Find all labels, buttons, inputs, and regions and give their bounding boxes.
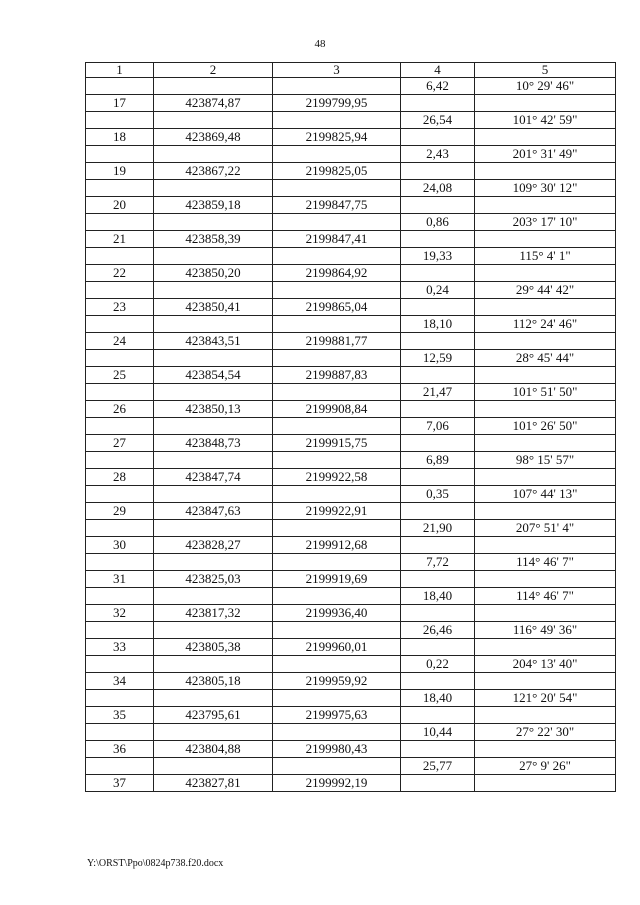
point-number-cell: 17 [86,95,154,112]
distance-cell [401,231,475,248]
x-coordinate-cell [154,214,273,231]
bearing-cell: 27° 9' 26" [475,758,616,775]
x-coordinate-cell [154,554,273,571]
x-coordinate-cell [154,520,273,537]
bearing-cell [475,129,616,146]
distance-cell: 10,44 [401,724,475,741]
bearing-cell [475,299,616,316]
x-coordinate-cell: 423850,20 [154,265,273,282]
y-coordinate-cell: 2199922,91 [273,503,401,520]
point-number-cell [86,180,154,197]
distance-cell: 0,35 [401,486,475,503]
distance-cell: 19,33 [401,248,475,265]
y-coordinate-cell: 2199908,84 [273,401,401,418]
point-number-cell [86,622,154,639]
distance-cell [401,163,475,180]
point-number-cell [86,384,154,401]
table-row [86,316,616,333]
distance-cell [401,401,475,418]
y-coordinate-cell: 2199975,63 [273,707,401,724]
point-number-cell: 33 [86,639,154,656]
point-number-cell: 26 [86,401,154,418]
distance-cell [401,571,475,588]
bearing-cell [475,503,616,520]
point-number-cell [86,418,154,435]
table-row [86,299,616,316]
table-row [86,367,616,384]
x-coordinate-cell: 423828,27 [154,537,273,554]
point-number-cell [86,724,154,741]
bearing-cell [475,333,616,350]
bearing-cell [475,537,616,554]
bearing-cell: 98° 15' 57" [475,452,616,469]
table-row [86,248,616,265]
y-coordinate-cell: 2199922,58 [273,469,401,486]
point-number-cell [86,214,154,231]
point-number-cell: 19 [86,163,154,180]
point-number-cell [86,656,154,673]
x-coordinate-cell: 423805,38 [154,639,273,656]
x-coordinate-cell: 423858,39 [154,231,273,248]
y-coordinate-cell [273,112,401,129]
point-number-cell: 27 [86,435,154,452]
y-coordinate-cell [273,724,401,741]
table-row [86,503,616,520]
distance-cell: 12,59 [401,350,475,367]
distance-cell [401,299,475,316]
y-coordinate-cell: 2199960,01 [273,639,401,656]
y-coordinate-cell: 2199936,40 [273,605,401,622]
point-number-cell [86,690,154,707]
bearing-cell: 114° 46' 7" [475,588,616,605]
x-coordinate-cell: 423805,18 [154,673,273,690]
y-coordinate-cell [273,656,401,673]
point-number-cell [86,248,154,265]
distance-cell: 25,77 [401,758,475,775]
bearing-cell [475,707,616,724]
x-coordinate-cell: 423854,54 [154,367,273,384]
bearing-cell [475,775,616,792]
table-row [86,758,616,775]
x-coordinate-cell: 423848,73 [154,435,273,452]
point-number-cell: 20 [86,197,154,214]
x-coordinate-cell: 423850,13 [154,401,273,418]
table-row [86,95,616,112]
x-coordinate-cell [154,78,273,95]
bearing-cell: 28° 45' 44" [475,350,616,367]
x-coordinate-cell [154,588,273,605]
table-row [86,214,616,231]
y-coordinate-cell: 2199847,41 [273,231,401,248]
table-row [86,129,616,146]
column-header-1: 1 [86,63,154,78]
table-row [86,146,616,163]
x-coordinate-cell [154,316,273,333]
distance-cell [401,95,475,112]
point-number-cell [86,146,154,163]
y-coordinate-cell: 2199865,04 [273,299,401,316]
table-row [86,775,616,792]
table-row [86,78,616,95]
y-coordinate-cell: 2199825,94 [273,129,401,146]
distance-cell [401,197,475,214]
bearing-cell [475,571,616,588]
distance-cell [401,605,475,622]
bearing-cell [475,673,616,690]
x-coordinate-cell [154,248,273,265]
table-row [86,350,616,367]
point-number-cell: 25 [86,367,154,384]
point-number-cell [86,78,154,95]
x-coordinate-cell: 423817,32 [154,605,273,622]
x-coordinate-cell: 423843,51 [154,333,273,350]
table-row [86,112,616,129]
y-coordinate-cell [273,622,401,639]
y-coordinate-cell [273,282,401,299]
bearing-cell [475,741,616,758]
bearing-cell: 121° 20' 54" [475,690,616,707]
point-number-cell: 32 [86,605,154,622]
distance-cell: 18,10 [401,316,475,333]
table-row [86,163,616,180]
distance-cell [401,469,475,486]
y-coordinate-cell [273,180,401,197]
point-number-cell: 37 [86,775,154,792]
table-body [86,78,616,792]
column-header-3: 3 [273,63,401,78]
bearing-cell [475,401,616,418]
bearing-cell: 101° 26' 50" [475,418,616,435]
x-coordinate-cell: 423847,74 [154,469,273,486]
y-coordinate-cell [273,520,401,537]
bearing-cell: 112° 24' 46" [475,316,616,333]
point-number-cell: 18 [86,129,154,146]
distance-cell: 24,08 [401,180,475,197]
y-coordinate-cell: 2199847,75 [273,197,401,214]
y-coordinate-cell [273,248,401,265]
x-coordinate-cell [154,656,273,673]
table-row [86,282,616,299]
table-header-row [86,63,616,78]
bearing-cell: 27° 22' 30" [475,724,616,741]
y-coordinate-cell: 2199887,83 [273,367,401,384]
table-row [86,673,616,690]
point-number-cell [86,486,154,503]
distance-cell: 0,86 [401,214,475,231]
table-row [86,435,616,452]
y-coordinate-cell [273,758,401,775]
bearing-cell: 29° 44' 42" [475,282,616,299]
point-number-cell: 24 [86,333,154,350]
bearing-cell [475,639,616,656]
x-coordinate-cell [154,622,273,639]
y-coordinate-cell [273,214,401,231]
table-row [86,197,616,214]
y-coordinate-cell: 2199799,95 [273,95,401,112]
distance-cell: 18,40 [401,690,475,707]
distance-cell: 7,06 [401,418,475,435]
bearing-cell: 203° 17' 10" [475,214,616,231]
point-number-cell: 23 [86,299,154,316]
table-row [86,707,616,724]
distance-cell [401,367,475,384]
x-coordinate-cell [154,758,273,775]
x-coordinate-cell: 423850,41 [154,299,273,316]
bearing-cell [475,231,616,248]
y-coordinate-cell: 2199864,92 [273,265,401,282]
table-row [86,537,616,554]
x-coordinate-cell [154,418,273,435]
table-row [86,452,616,469]
y-coordinate-cell [273,554,401,571]
x-coordinate-cell: 423869,48 [154,129,273,146]
distance-cell: 21,90 [401,520,475,537]
distance-cell [401,503,475,520]
bearing-cell [475,197,616,214]
point-number-cell: 31 [86,571,154,588]
column-header-5: 5 [475,63,616,78]
point-number-cell: 29 [86,503,154,520]
distance-cell: 6,42 [401,78,475,95]
x-coordinate-cell [154,282,273,299]
table-row [86,180,616,197]
distance-cell: 26,46 [401,622,475,639]
table-row [86,401,616,418]
y-coordinate-cell [273,78,401,95]
x-coordinate-cell: 423874,87 [154,95,273,112]
y-coordinate-cell: 2199959,92 [273,673,401,690]
bearing-cell [475,469,616,486]
bearing-cell: 116° 49' 36" [475,622,616,639]
distance-cell [401,435,475,452]
footer-file-path: Y:\ORST\Ppo\0824p738.f20.docx [87,858,224,869]
distance-cell: 7,72 [401,554,475,571]
x-coordinate-cell [154,452,273,469]
x-coordinate-cell [154,690,273,707]
point-number-cell [86,112,154,129]
x-coordinate-cell [154,384,273,401]
bearing-cell [475,95,616,112]
table-row [86,656,616,673]
table-row [86,690,616,707]
point-number-cell [86,316,154,333]
table-row [86,486,616,503]
distance-cell [401,129,475,146]
table-row [86,571,616,588]
distance-cell: 2,43 [401,146,475,163]
y-coordinate-cell [273,690,401,707]
bearing-cell: 207° 51' 4" [475,520,616,537]
y-coordinate-cell [273,486,401,503]
x-coordinate-cell [154,486,273,503]
x-coordinate-cell: 423867,22 [154,163,273,180]
x-coordinate-cell: 423804,88 [154,741,273,758]
point-number-cell [86,520,154,537]
x-coordinate-cell [154,180,273,197]
x-coordinate-cell [154,112,273,129]
bearing-cell: 107° 44' 13" [475,486,616,503]
table-row [86,588,616,605]
coordinates-table [85,62,616,792]
table-row [86,724,616,741]
x-coordinate-cell [154,350,273,367]
y-coordinate-cell: 2199919,69 [273,571,401,588]
table-row [86,554,616,571]
y-coordinate-cell [273,316,401,333]
bearing-cell: 115° 4' 1" [475,248,616,265]
bearing-cell [475,163,616,180]
y-coordinate-cell [273,384,401,401]
bearing-cell: 201° 31' 49" [475,146,616,163]
bearing-cell [475,435,616,452]
x-coordinate-cell: 423847,63 [154,503,273,520]
distance-cell: 26,54 [401,112,475,129]
bearing-cell: 10° 29' 46" [475,78,616,95]
column-header-2: 2 [154,63,273,78]
distance-cell [401,707,475,724]
point-number-cell: 36 [86,741,154,758]
distance-cell [401,639,475,656]
distance-cell: 21,47 [401,384,475,401]
distance-cell: 0,22 [401,656,475,673]
table-row [86,469,616,486]
x-coordinate-cell: 423825,03 [154,571,273,588]
distance-cell [401,775,475,792]
point-number-cell [86,452,154,469]
bearing-cell [475,265,616,282]
y-coordinate-cell: 2199992,19 [273,775,401,792]
distance-cell [401,265,475,282]
bearing-cell: 114° 46' 7" [475,554,616,571]
table-row [86,265,616,282]
y-coordinate-cell [273,588,401,605]
bearing-cell [475,367,616,384]
bearing-cell: 204° 13' 40" [475,656,616,673]
y-coordinate-cell: 2199881,77 [273,333,401,350]
page-number: 48 [314,38,326,50]
distance-cell [401,537,475,554]
table-row [86,231,616,248]
point-number-cell: 28 [86,469,154,486]
y-coordinate-cell [273,418,401,435]
table-row [86,333,616,350]
point-number-cell: 22 [86,265,154,282]
point-number-cell: 34 [86,673,154,690]
y-coordinate-cell: 2199915,75 [273,435,401,452]
column-header-4: 4 [401,63,475,78]
distance-cell [401,741,475,758]
x-coordinate-cell [154,146,273,163]
distance-cell: 6,89 [401,452,475,469]
bearing-cell: 109° 30' 12" [475,180,616,197]
point-number-cell [86,282,154,299]
y-coordinate-cell: 2199825,05 [273,163,401,180]
x-coordinate-cell: 423827,81 [154,775,273,792]
table-row [86,639,616,656]
distance-cell [401,333,475,350]
point-number-cell: 30 [86,537,154,554]
point-number-cell: 35 [86,707,154,724]
table-row [86,418,616,435]
point-number-cell [86,554,154,571]
point-number-cell [86,758,154,775]
table-row [86,622,616,639]
distance-cell: 18,40 [401,588,475,605]
bearing-cell: 101° 42' 59" [475,112,616,129]
x-coordinate-cell: 423795,61 [154,707,273,724]
x-coordinate-cell: 423859,18 [154,197,273,214]
table-row [86,384,616,401]
table-row [86,605,616,622]
y-coordinate-cell: 2199912,68 [273,537,401,554]
x-coordinate-cell [154,724,273,741]
distance-cell: 0,24 [401,282,475,299]
y-coordinate-cell [273,452,401,469]
table-row [86,741,616,758]
y-coordinate-cell: 2199980,43 [273,741,401,758]
y-coordinate-cell [273,350,401,367]
distance-cell [401,673,475,690]
point-number-cell [86,350,154,367]
point-number-cell: 21 [86,231,154,248]
y-coordinate-cell [273,146,401,163]
bearing-cell: 101° 51' 50" [475,384,616,401]
bearing-cell [475,605,616,622]
table-row [86,520,616,537]
point-number-cell [86,588,154,605]
